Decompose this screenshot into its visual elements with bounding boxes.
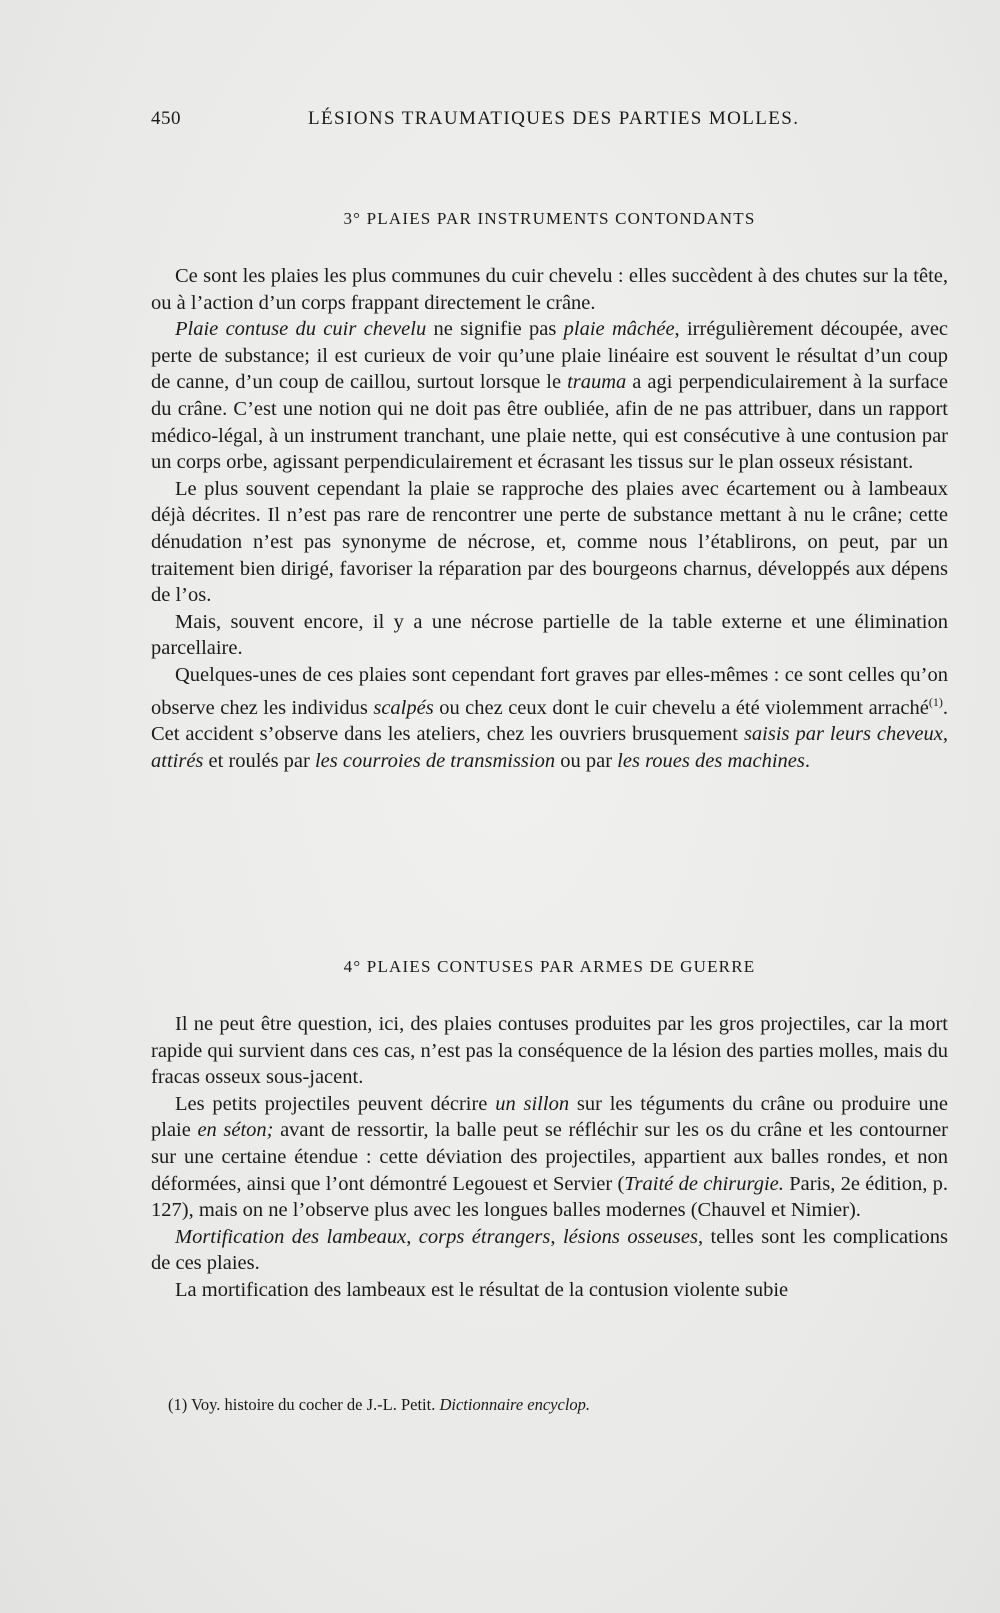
- italic-term: scalpés: [373, 696, 434, 719]
- italic-term: les roues des machines: [617, 749, 805, 772]
- paragraph: Plaie contuse du cuir chevelu ne signifie pas plaie mâchée, irrégulièrement découpée, avec perte de substance; il est curieux de voir qu’une plaie linéaire est souvent le résultat d’un coup de canne, d’un coup de caillou, surtout lorsque le trauma a agi perpendiculairement à la surface du crâne. C’est une notion qui ne doit pas être oubliée, afin de ne pas attribuer, dans un rapport médico-légal, à un instrument tranchant, une plaie nette, qui est consécutive à une contusion par un corps orbe, agissant perpendiculairement et écrasant les tissus sur le plan osseux résistant.: [151, 318, 949, 474]
- italic-term: Plaie contuse du cuir chevelu: [175, 318, 427, 341]
- italic-term: en séton;: [197, 1119, 274, 1142]
- footnote-italic: Dictionnaire encyclop.: [439, 1395, 591, 1414]
- section-3-body: [151, 263, 948, 774]
- page-number: 450: [151, 108, 181, 129]
- italic-term: Mortification des lambeaux: [175, 1225, 407, 1248]
- paragraph: Il ne peut être question, ici, des plaies contuses produites par les gros projectiles, car la mort rapide qui survient dans ces cas, n’est pas la conséquence de la lésion des parties molles, mais du fracas osseux sous-jacent.: [151, 1013, 948, 1089]
- italic-term: trauma: [567, 371, 627, 394]
- paragraph: Quelques-unes de ces plaies sont cependant fort graves par elles-mêmes : ce sont celles qu’on observe chez les individus scalpés ou chez ceux dont le cuir chevelu a été violemment arraché$^{(1)}$. Cet accident s’observe dans les ateliers, chez les ouvriers brusquement saisis par leurs cheveux, attirés et roulés par les courroies de transmission ou par les roues des machines.: [151, 663, 948, 772]
- paragraph: Ce sont les plaies les plus communes du cuir chevelu : elles succèdent à des chutes sur la tête, ou à l’action d’un corps frappant directement le crâne.: [151, 265, 948, 314]
- paragraph: Mais, souvent encore, il y a une nécrose partielle de la table externe et une élimination parcellaire.: [151, 610, 948, 660]
- paragraph: Le plus souvent cependant la plaie se rapproche des plaies avec écartement ou à lambeaux déjà décrites. Il n’est pas rare de rencontrer une perte de substance mettant à nu le crâne; cette dénudation n’est pas synonyme de nécrose, et, comme nous l’établirons, on peut, par un traitement bien dirigé, favoriser la réparation par des bourgeons charnus, développés aux dépens de l’os.: [151, 477, 948, 607]
- italic-term: les courroies de transmission: [314, 749, 556, 772]
- section-4-body: [151, 1011, 948, 1304]
- italic-term: saisis par leurs cheveux: [743, 722, 943, 745]
- italic-term: attirés: [151, 749, 204, 772]
- italic-term: Traité de chirurgie.: [624, 1172, 784, 1195]
- page-header: [151, 108, 951, 134]
- paragraph: La mortification des lambeaux est le résultat de la contusion violente subie: [175, 1278, 789, 1301]
- italic-term: corps étrangers: [418, 1225, 551, 1248]
- italic-term: un sillon: [495, 1092, 570, 1115]
- paragraph: Mortification des lambeaux, corps étrangers, lésions osseuses, telles sont les complications de ces plaies.: [151, 1225, 949, 1275]
- italic-term: lésions osseuses: [562, 1225, 698, 1248]
- footnote-text: Voy. histoire du cocher de J.-L. Petit.: [187, 1395, 440, 1414]
- section-4-title: 4° PLAIES CONTUSES PAR ARMES DE GUERRE: [343, 957, 756, 976]
- paragraph: Les petits projectiles peuvent décrire un sillon sur les téguments du crâne ou produire une plaie en séton; avant de ressortir, la balle peut se réfléchir sur les os du crâne et les contourner sur une certaine étendue : cette déviation des projectiles, appartient aux balles rondes, et non déformées, ainsi que l’ont démontré Legouest et Servier (Traité de chirurgie. Paris, 2e édition, p. 127), mais on ne l’observe plus avec les longues balles modernes (Chauvel et Nimier).: [151, 1092, 948, 1222]
- italic-term: plaie mâchée: [563, 318, 675, 341]
- footnote: [168, 1395, 928, 1415]
- running-title: LÉSIONS TRAUMATIQUES DES PARTIES MOLLES.: [308, 108, 800, 129]
- footnote-ref: (1): [928, 694, 943, 709]
- footnote-mark: (1): [168, 1395, 188, 1414]
- section-3-title: 3° PLAIES PAR INSTRUMENTS CONTONDANTS: [343, 209, 756, 228]
